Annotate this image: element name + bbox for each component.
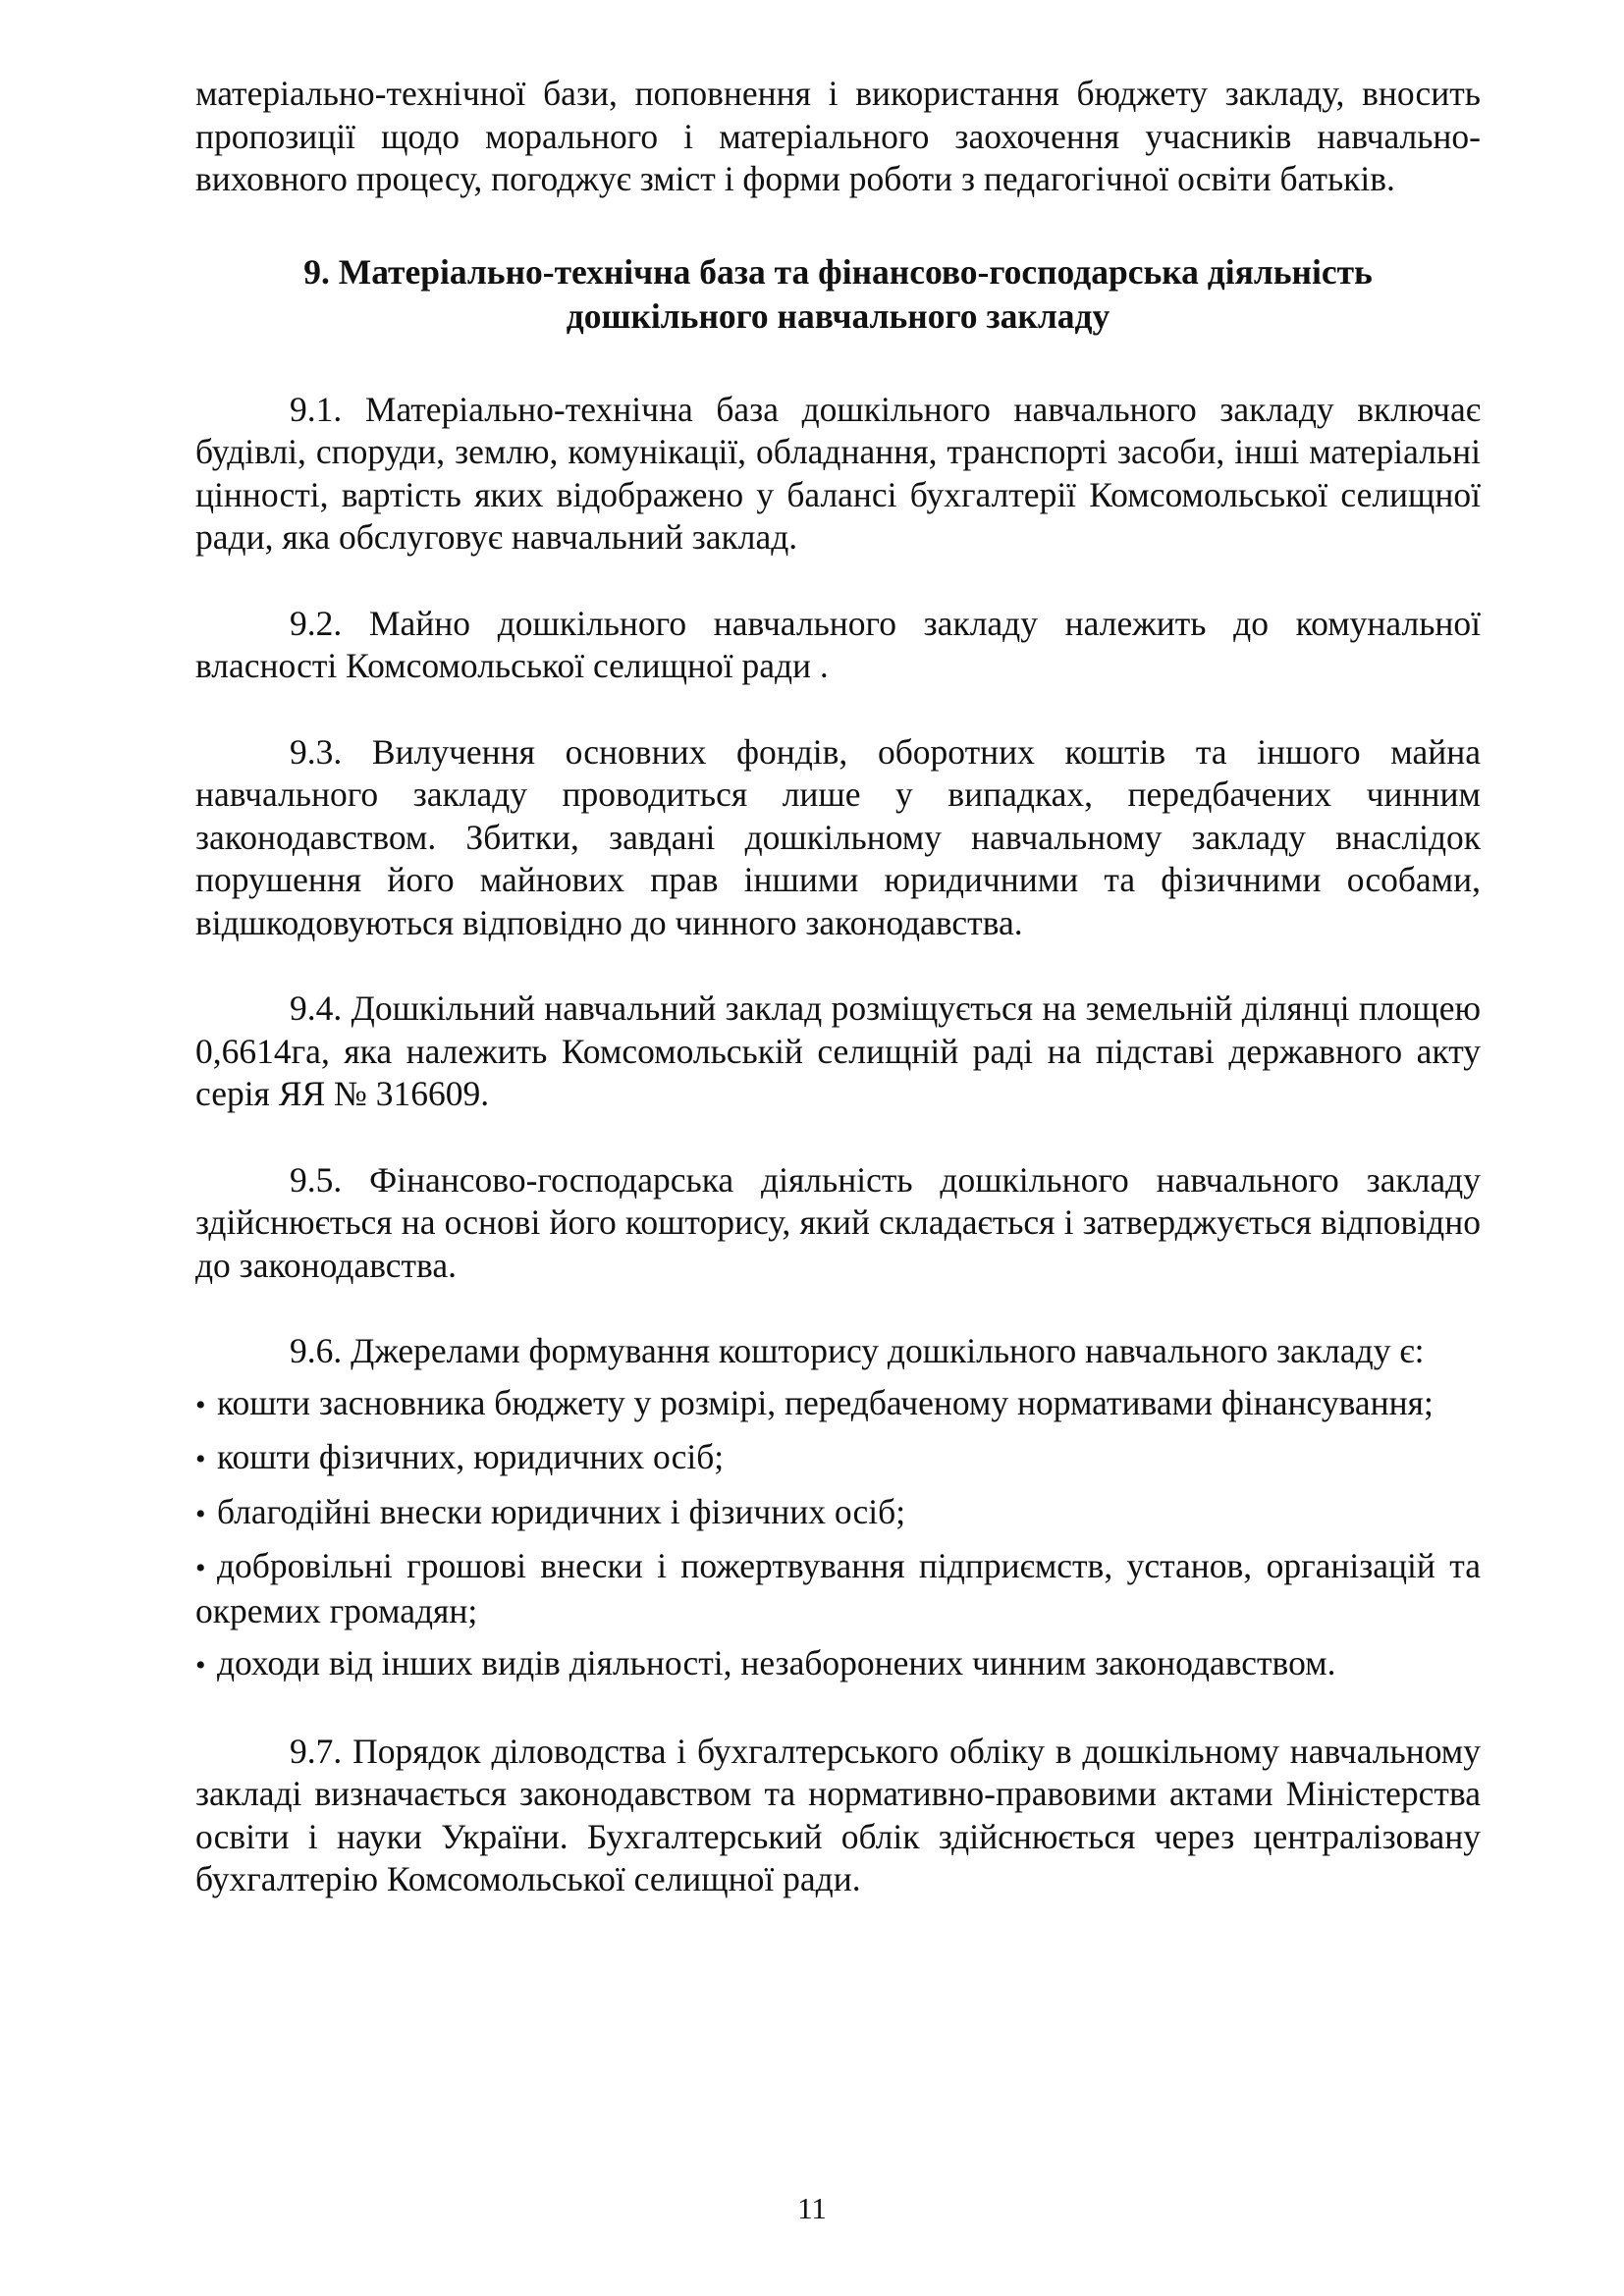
funding-sources-list bbox=[195, 1382, 1481, 1687]
paragraph-9-7: 9.7. Порядок діловодства і бухгалтерського обліку в дошкільному навчальному закладі визначається законодавством та нормативно-правовими актами Міністерства освіти і науки України. Бухгалтерський облік здійснюється через централізовану бухгалтерію Комсомольської селищної ради. bbox=[195, 1731, 1481, 1898]
list-item-text: доходи від інших видів діяльності, незаборонених чинним законодавством. bbox=[217, 1643, 1336, 1682]
list-item-text: кошти засновника бюджету у розмірі, передбаченому нормативами фінансування; bbox=[217, 1382, 1434, 1422]
list-item bbox=[195, 1382, 1481, 1427]
list-item bbox=[195, 1436, 1481, 1481]
paragraph-9-3: 9.3. Вилучення основних фондів, оборотних коштів та іншого майна навчального закладу проводиться лише у випадках, передбачених чинним законодавством. Збитки, завдані дошкільному навчальному закладу внаслідок порушення його майнових прав іншими юридичними та фізичними особами, відшкодовуються відповідно до чинного законодавства. bbox=[195, 731, 1481, 942]
list-item-text: кошти фізичних, юридичних осіб; bbox=[217, 1437, 725, 1476]
list-item bbox=[195, 1545, 1481, 1632]
paragraph-9-1: 9.1. Матеріально-технічна база дошкільного навчального закладу включає будівлі, споруди, землю, комунікації, обладнання, транспорті засоби, інші матеріальні цінності, вартість яких відображено у балансі бухгалтерії Комсомольської селищної ради, яка обслуговує навчальний заклад. bbox=[195, 389, 1481, 557]
list-item bbox=[195, 1642, 1481, 1687]
paragraph-9-4: 9.4. Дошкільний навчальний заклад розміщується на земельній ділянці площею 0,6614га, яка належить Комсомольській селищній раді на підставі державного акту серія ЯЯ № 316609. bbox=[195, 988, 1481, 1113]
paragraph-9-2: 9.2. Майно дошкільного навчального закладу належить до комунальної власності Комсомольської селищної ради . bbox=[195, 603, 1481, 685]
section-heading-line-2: дошкільного навчального закладу bbox=[566, 295, 1110, 336]
section-heading bbox=[195, 250, 1481, 339]
list-item-text: добровільні грошові внески і пожертвування підприємств, установ, організацій та окремих громадян; bbox=[195, 1546, 1481, 1630]
intro-paragraph: матеріально-технічної бази, поповнення і використання бюджету закладу, вносить пропозиції щодо морального і матеріального заохочення учасників навчально-виховного процесу, погоджує зміст і форми роботи з педагогічної освіти батьків. bbox=[195, 74, 1481, 198]
page-number: 11 bbox=[797, 2191, 827, 2225]
list-item bbox=[195, 1491, 1481, 1536]
bullet-icon: • bbox=[195, 1443, 206, 1475]
paragraph-9-6: 9.6. Джерелами формування кошторису дошкільного навчального закладу є: bbox=[290, 1331, 1425, 1370]
bullet-icon: • bbox=[195, 1497, 206, 1530]
bullet-icon: • bbox=[195, 1552, 206, 1584]
section-heading-line-1: 9. Матеріально-технічна база та фінансово-господарська діяльність bbox=[303, 251, 1373, 292]
paragraph-9-5: 9.5. Фінансово-господарська діяльність дошкільного навчального закладу здійснюється на основі його кошторису, який складається і затверджується відповідно до законодавства. bbox=[195, 1159, 1481, 1285]
list-item-text: благодійні внески юридичних і фізичних осіб; bbox=[217, 1491, 906, 1531]
document-page bbox=[195, 73, 1481, 1901]
bullet-icon: • bbox=[195, 1388, 206, 1421]
bullet-icon: • bbox=[195, 1649, 206, 1682]
